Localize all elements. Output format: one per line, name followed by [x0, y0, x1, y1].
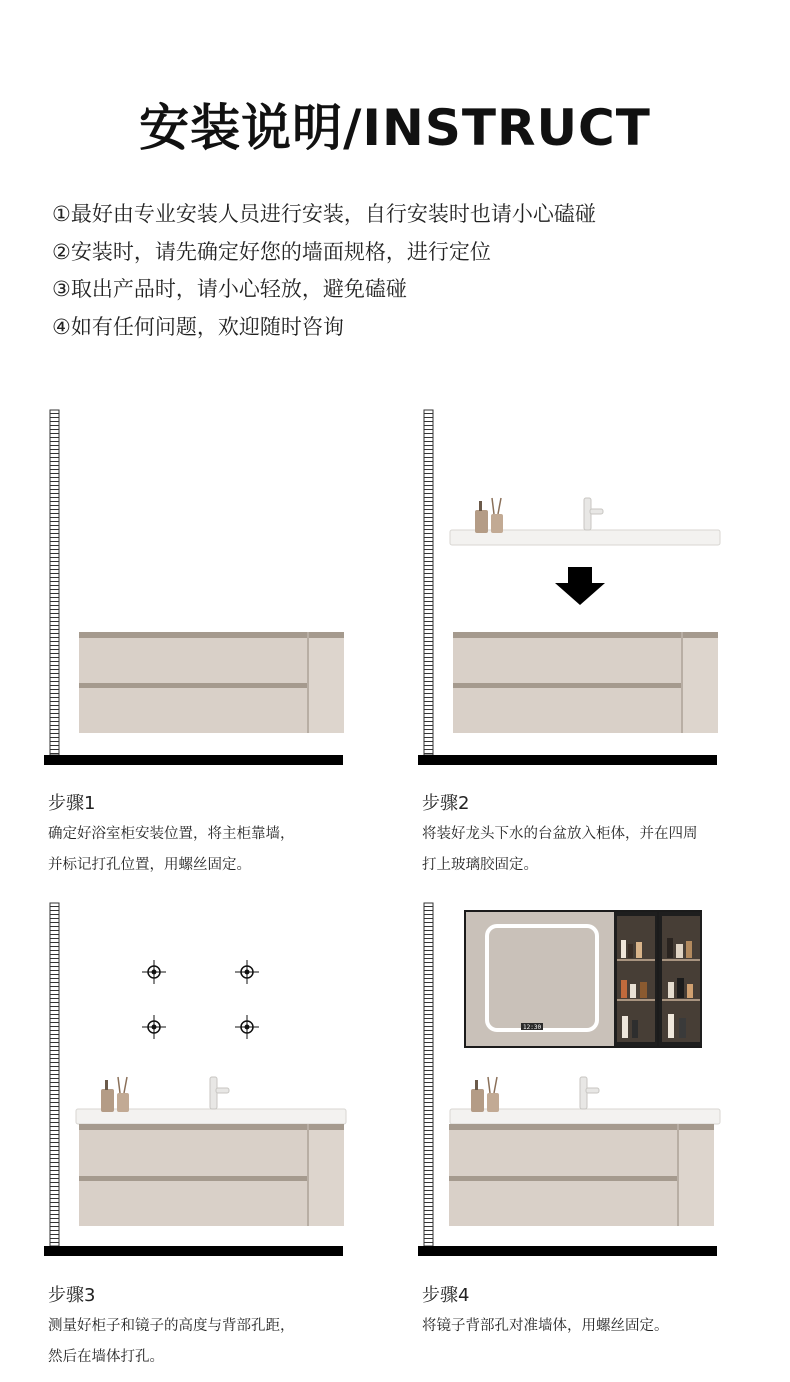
- vanity-cabinet: [79, 1124, 344, 1226]
- notes-list: [52, 196, 596, 346]
- wall-hatch: [50, 903, 59, 1246]
- vanity-cabinet: [79, 632, 344, 733]
- step3-desc-line2: 然后在墙体打孔。: [48, 1349, 164, 1365]
- step4-desc-line1: 将镜子背部孔对准墙体，用螺丝固定。: [422, 1318, 669, 1334]
- step1-title: 步骤1: [48, 793, 96, 814]
- wall-hatch: [424, 410, 433, 755]
- step2-desc-line2: 打上玻璃胶固定。: [422, 857, 538, 873]
- down-arrow-icon: [555, 567, 605, 605]
- step1-desc-line2: 并标记打孔位置，用螺丝固定。: [48, 857, 251, 873]
- drill-mark-icon: [235, 960, 259, 984]
- countertop: [450, 1077, 720, 1124]
- floor-bar: [418, 755, 717, 765]
- step1-desc-line1: 确定好浴室柜安装位置，将主柜靠墙，: [48, 826, 295, 842]
- wall-hatch: [424, 903, 433, 1246]
- step3-illustration: [40, 898, 410, 1378]
- step4-illustration: [414, 898, 784, 1378]
- step2-desc-line1: 将装好龙头下水的台盆放入柜体，并在四周: [422, 826, 698, 842]
- page-title: 安装说明/INSTRUCT: [139, 99, 651, 157]
- step1-illustration: [40, 405, 410, 885]
- step2-illustration: [414, 405, 784, 885]
- countertop: [76, 1077, 346, 1124]
- drill-mark-icon: [142, 960, 166, 984]
- drill-mark-icon: [142, 1015, 166, 1039]
- step4-title: 步骤4: [422, 1285, 470, 1306]
- mirror-cabinet: [464, 910, 702, 1048]
- note-3: ③取出产品时，请小心轻放，避免磕碰: [52, 277, 407, 301]
- wall-hatch: [50, 410, 59, 755]
- step3-title: 步骤3: [48, 1285, 96, 1306]
- note-1: ①最好由专业安装人员进行安装，自行安装时也请小心磕碰: [52, 202, 596, 226]
- note-4: ④如有任何问题，欢迎随时咨询: [52, 314, 344, 339]
- mirror-clock: 12:30: [523, 1024, 542, 1031]
- countertop: [450, 498, 720, 545]
- drill-mark-icon: [235, 1015, 259, 1039]
- vanity-cabinet: [449, 1124, 714, 1226]
- step3-desc-line1: 测量好柜子和镜子的高度与背部孔距，: [48, 1318, 295, 1334]
- floor-bar: [44, 1246, 343, 1256]
- floor-bar: [418, 1246, 717, 1256]
- floor-bar: [44, 755, 343, 765]
- step2-title: 步骤2: [422, 793, 470, 814]
- vanity-cabinet: [453, 632, 718, 733]
- note-2: ②安装时，请先确定好您的墙面规格，进行定位: [52, 239, 491, 264]
